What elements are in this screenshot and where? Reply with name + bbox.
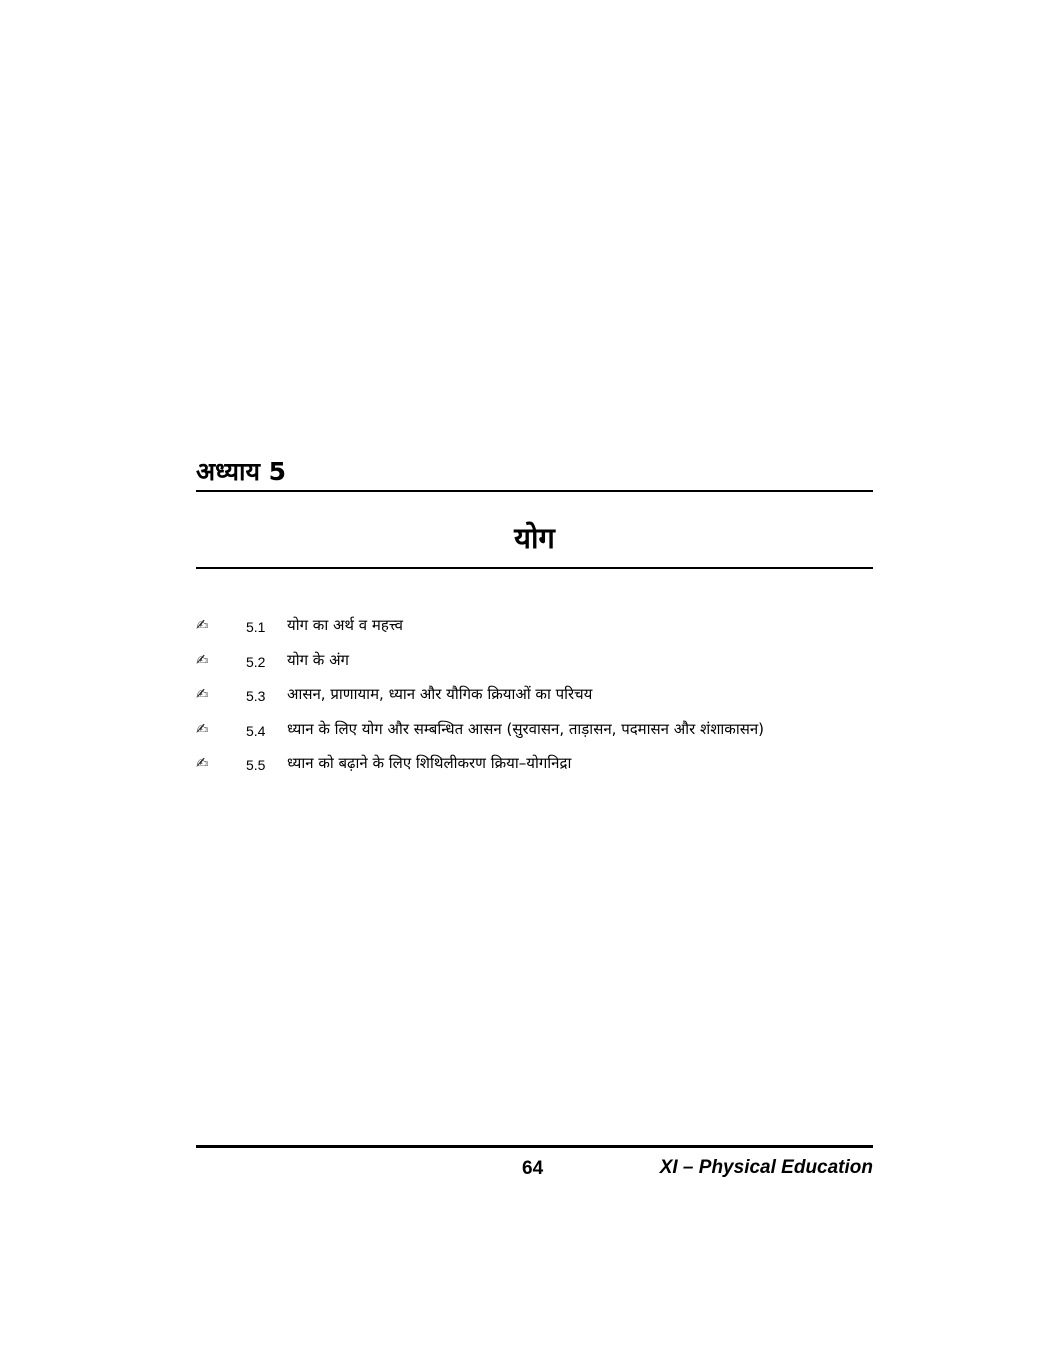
topic-number: 5.5 bbox=[246, 757, 266, 774]
list-item bbox=[196, 608, 896, 643]
writing-hand-icon: ✍ bbox=[196, 616, 209, 635]
writing-hand-icon: ✍ bbox=[196, 754, 209, 773]
topic-number: 5.2 bbox=[246, 653, 266, 670]
topic-text: योग के अंग bbox=[287, 650, 349, 669]
title-divider bbox=[196, 567, 873, 569]
list-item bbox=[196, 643, 896, 678]
topic-number: 5.1 bbox=[246, 619, 266, 636]
page-number: 64 bbox=[522, 1158, 544, 1179]
top-divider bbox=[196, 490, 873, 492]
topic-number: 5.3 bbox=[246, 688, 266, 705]
writing-hand-icon: ✍ bbox=[196, 685, 209, 704]
topic-text: ध्यान को बढ़ाने के लिए शिथिलीकरण क्रिया–योगनिद्रा bbox=[287, 754, 572, 773]
list-item bbox=[196, 712, 896, 747]
topic-list bbox=[196, 608, 896, 781]
list-item bbox=[196, 677, 896, 712]
writing-hand-icon: ✍ bbox=[196, 650, 209, 669]
topic-text: योग का अर्थ व महत्त्व bbox=[287, 616, 403, 635]
footer-divider bbox=[196, 1145, 873, 1148]
book-name: XI – Physical Education bbox=[659, 1157, 873, 1178]
topic-number: 5.4 bbox=[246, 722, 266, 739]
list-item bbox=[196, 746, 896, 781]
chapter-label: अध्याय 5 bbox=[196, 457, 287, 486]
writing-hand-icon: ✍ bbox=[196, 719, 209, 738]
topic-text: ध्यान के लिए योग और सम्बन्धित आसन (सुरवासन, ताड़ासन, पदमासन और शंशाकासन) bbox=[287, 719, 765, 738]
chapter-title: योग bbox=[514, 521, 555, 555]
topic-text: आसन, प्राणायाम, ध्यान और यौगिक क्रियाओं का परिचय bbox=[287, 685, 593, 704]
